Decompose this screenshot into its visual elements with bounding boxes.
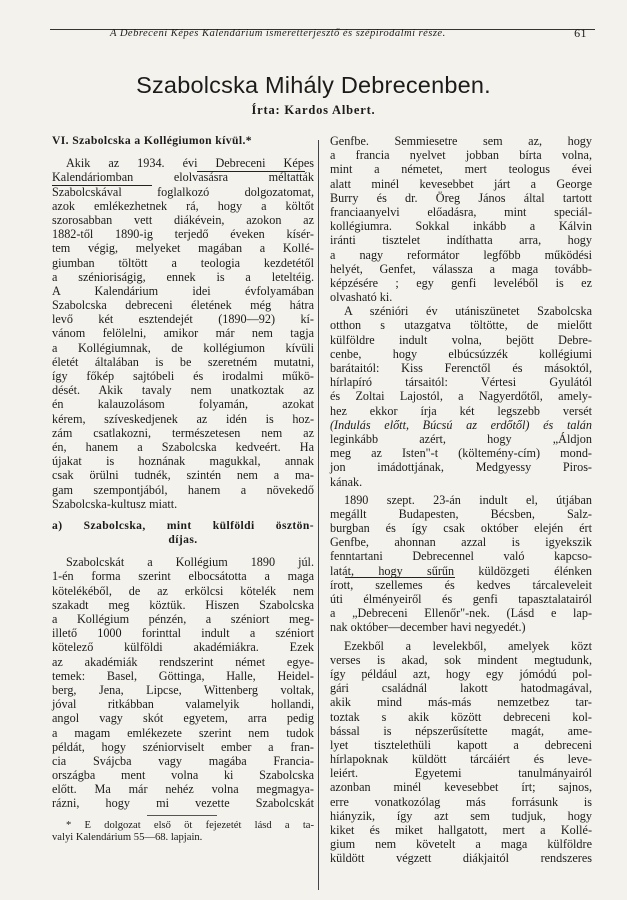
- text-line: leginkább azért, hogy „Áldjon: [330, 431, 592, 446]
- text-line: kának.: [330, 474, 363, 489]
- text-line: azok emlékezhetnek rá, hogy a költőt: [52, 198, 314, 213]
- text-line: dését. Akik tavaly nem unatkoztak az: [52, 383, 314, 398]
- text-line: szorosabban vett diákévein, azokon az: [52, 212, 314, 227]
- text-line: giumban töltött a teologia kezdetétől: [52, 255, 314, 270]
- text-line: külföldre indult volna, bejött Debre-: [330, 332, 592, 347]
- text-line: Szabolcskát a Kollégium 1890 júl.: [66, 555, 314, 570]
- left-column: [52, 134, 314, 845]
- text-line: így főkép sajtóbeli és irodalmi műkö-: [52, 369, 314, 383]
- text-line: cenbe, hogy elbúcsúzzék kollégiumi: [330, 346, 592, 361]
- text-line: megállt Budapesten, Bécsben, Salz-: [330, 506, 592, 521]
- underline-mark: [52, 185, 152, 186]
- text-line: Burry és dr. Öreg János által tartott: [330, 190, 592, 205]
- subheading-line: díjas.: [168, 533, 198, 547]
- footnote-rule: [147, 815, 217, 816]
- text-line: írott, szellemes és kedves tárcaleveleit: [330, 577, 592, 592]
- right-paragraph-1: [330, 134, 592, 304]
- text-line: verses is akad, sok mindent megtudunk,: [330, 652, 592, 667]
- text-line: példát, hogy széniorviselt ember a fran-: [52, 739, 314, 754]
- text-line: toztak s akik között debreceni kol-: [330, 709, 592, 724]
- text-line: Ezekből a levelekből, amelyek közt: [344, 638, 592, 653]
- text-line: Genfbe. Semmiesetre sem az, hogy: [330, 134, 592, 148]
- text-line: országba ment volna ki Szabolcska: [52, 768, 314, 783]
- text-line: (Indulás előtt, Búcsú az erdőtől) és talán: [330, 417, 592, 432]
- text-line: kötelező külföldi akadémiákra. Ezek: [52, 640, 314, 655]
- footnote-line: * E dolgozat első öt fejezetét lásd a ta-: [66, 819, 314, 831]
- right-paragraph-3: [330, 493, 592, 635]
- text-line: franciaanyelvi előadásra, mint speciál-: [330, 204, 592, 219]
- text-line: rázni, hogy mi vezette Szabolcskát: [52, 796, 314, 811]
- text-line: az akadémiák rendszerint német egye-: [52, 654, 314, 669]
- text-line: és Zoltai Lajostól, a Nagyerdőtől, amely-: [330, 389, 592, 404]
- text-line: erre vonatkozólag más forrásunk is: [330, 794, 592, 809]
- footnote: [52, 820, 314, 845]
- text-line: A szénióri év utániszünetet Szabolcska: [344, 304, 592, 319]
- text-line: a „Debreceni Ellenőr"-nek. (Lásd e lap-: [330, 606, 592, 621]
- text-line: a nagy reformátor legfőbb működési: [330, 247, 592, 262]
- text-line: latát, hogy sűrűn küldözgeti élénken: [330, 563, 592, 578]
- text-line: a magam emlékezete szerint nem tudok: [52, 725, 314, 740]
- text-line: hiányzik, így azt sem tudjuk, hogy: [330, 808, 592, 823]
- text-line: 1890 szept. 23-án indult el, útjában: [344, 492, 592, 507]
- text-line: helyét, Genfet, válassza a maga tovább-: [330, 261, 592, 276]
- right-paragraph-2: [330, 304, 592, 488]
- text-line: bással is népszerűsítette magát, ame-: [330, 723, 592, 738]
- text-line: berg, Jena, Lipcse, Wittenberg voltak,: [52, 682, 314, 697]
- text-line: tem végig, melyeket magában a Kollé-: [52, 241, 314, 256]
- text-line: olvasható ki.: [330, 290, 393, 305]
- text-line: hírlapoknak küldött tárcáiért és leve-: [330, 752, 592, 767]
- column-divider: [318, 140, 319, 890]
- text-line: lyet tisztelethüli kapott a debreceni: [330, 737, 592, 752]
- text-line: előtt. Ma már nehéz volna megmagya-: [52, 782, 314, 797]
- text-line: Kalendáriomban elolvasásra méltatták: [52, 170, 314, 185]
- text-line: iránti tisztelet indíthatta arra, hogy: [330, 233, 592, 248]
- text-line: vánom felölelni, amikor már nem tagja: [52, 326, 314, 341]
- text-line: a szénioriságig, ennek is a leteltéig.: [52, 269, 314, 284]
- text-line: jon imádottjának, Medgyessy Piros-: [330, 460, 592, 475]
- text-line: angol vagy skót egyetem, arra pedig: [52, 711, 314, 726]
- text-line: életét általában is be szeretném mutatni,: [52, 354, 314, 369]
- underline-mark: [197, 171, 305, 172]
- text-line: én, hanem a Szabolcska kedveért. Ha: [52, 439, 314, 454]
- text-line: kötelékéből, de az erkölcsi kötelék nem: [52, 583, 314, 598]
- text-line: kollégiumra. Sokkal inkább a Kálvin: [330, 219, 592, 234]
- text-line: illető 1000 forinttal indult a széniort: [52, 626, 314, 641]
- text-line: A Kalendárium idei évfolyamában: [52, 283, 314, 298]
- right-paragraph-4: [330, 639, 592, 866]
- text-line: hez ekkor írja két legszebb versét: [330, 403, 592, 418]
- text-line: Szabolcska debreceni életének még hátra: [52, 298, 314, 313]
- text-line: kérem, szíveskedjenek az idén is hoz-: [52, 411, 314, 426]
- text-line: barátaitól: Kiss Ferenctől és másoktól,: [330, 361, 592, 375]
- text-line: Szabolcskával foglalkozó dolgozatomat,: [52, 184, 314, 199]
- text-line: szakadt meg köztük. Hiszen Szabolcska: [52, 597, 314, 612]
- text-line: azonban minél kevesebbet írt; sajnos,: [330, 780, 592, 795]
- text-line: úti élményeiről és genfi tapasztalatairól: [330, 592, 592, 606]
- text-line: így például azt, hogy egy jómódú pol-: [330, 666, 592, 681]
- text-line: nak október—december havi negyedét.): [330, 620, 526, 635]
- text-line: Genfbe, ahonnan azzal is igyekszik: [330, 535, 592, 550]
- text-line: gium nem követelt a maga külföldre: [330, 837, 592, 852]
- text-line: én kalauzolásom folyamán, azokat: [52, 397, 314, 412]
- text-line: zám csatlakozni, természetesen nem az: [52, 425, 314, 440]
- text-line: mint a németet, mert teologus évei: [330, 162, 592, 177]
- text-line: küldött végzett diákjaitól rendszeres: [330, 851, 592, 866]
- text-line: gári családnál lakott hatodmagával,: [330, 681, 592, 696]
- running-head: [50, 26, 595, 40]
- text-line: cia Svájcba vagy magába Francia-: [52, 753, 314, 768]
- underline-mark: [345, 577, 455, 578]
- text-line: a francia nyelvet jobban bírta volna,: [330, 148, 592, 163]
- subheading-line: a) Szabolcska, mint külföldi ösztön-: [52, 518, 314, 532]
- section-heading: VI. Szabolcska a Kollégiumon kívül.*: [52, 134, 252, 147]
- text-line: levő két esztendejét (1890—92) kí-: [52, 312, 314, 327]
- left-paragraph-2: [52, 555, 314, 810]
- page-number: 61: [574, 26, 587, 40]
- text-line: jóval ritkábban valamelyik hollandi,: [52, 697, 314, 712]
- text-line: temek: Basel, Göttinga, Halle, Heidel-: [52, 668, 314, 683]
- right-column: [330, 134, 592, 866]
- running-head-title: A Debreceni Képes Kalendárium ismeretterjesztő és szépirodalmi része.: [110, 28, 446, 39]
- text-line: gam szempontjából, hanem a növekedő: [52, 482, 314, 497]
- text-line: meg az Isten"-t (költemény-cím) mond-: [330, 446, 592, 461]
- text-line: Szabolcska-kultusz miatt.: [52, 496, 178, 511]
- text-line: hírlapíró társaitól: Vértesi Gyulától: [330, 375, 592, 390]
- subheading: [52, 519, 314, 547]
- text-line: újakat is hoznának magukkal, annak: [52, 454, 314, 469]
- footnote-line: valyi Kalendárium 55—68. lapjain.: [52, 832, 203, 844]
- text-line: otthon s utazgatva töltötte, de mielőtt: [330, 318, 592, 333]
- text-line: képzésére ; egy genfi leveléből is ez: [330, 275, 592, 290]
- text-line: alatt minél kevesebbet járt a George: [330, 176, 592, 191]
- article-title: Szabolcska Mihály Debrecenben.: [136, 72, 491, 98]
- left-paragraph-1: [52, 156, 314, 511]
- text-line: 1882-től 1890-ig terjedő éveken kísér-: [52, 227, 314, 242]
- text-line: fenntartani Debrecennel való kapcso-: [330, 549, 592, 564]
- text-line: burgban és így csak október elején ért: [330, 521, 592, 536]
- text-line: csak örülni tudnék, szintén nem a ma-: [52, 468, 314, 483]
- text-line: Akik az 1934. évi Debreceni Képes: [66, 156, 314, 171]
- article-byline: Írta: Kardos Albert.: [251, 103, 376, 117]
- text-line: 1-én forma szerint elbocsátotta a maga: [52, 569, 314, 584]
- text-line: a Kollégium pénzén, a széniort meg-: [52, 612, 314, 626]
- text-line: a Kollégiumnak, de kollégiumon kívüli: [52, 340, 314, 355]
- text-line: leiért. Egyetemi tanulmányairól: [330, 766, 592, 781]
- text-line: akik mind más-más nemzetbez tar-: [330, 695, 592, 710]
- text-line: kiket és miket hallgatott, mert a Kollé-: [330, 823, 592, 837]
